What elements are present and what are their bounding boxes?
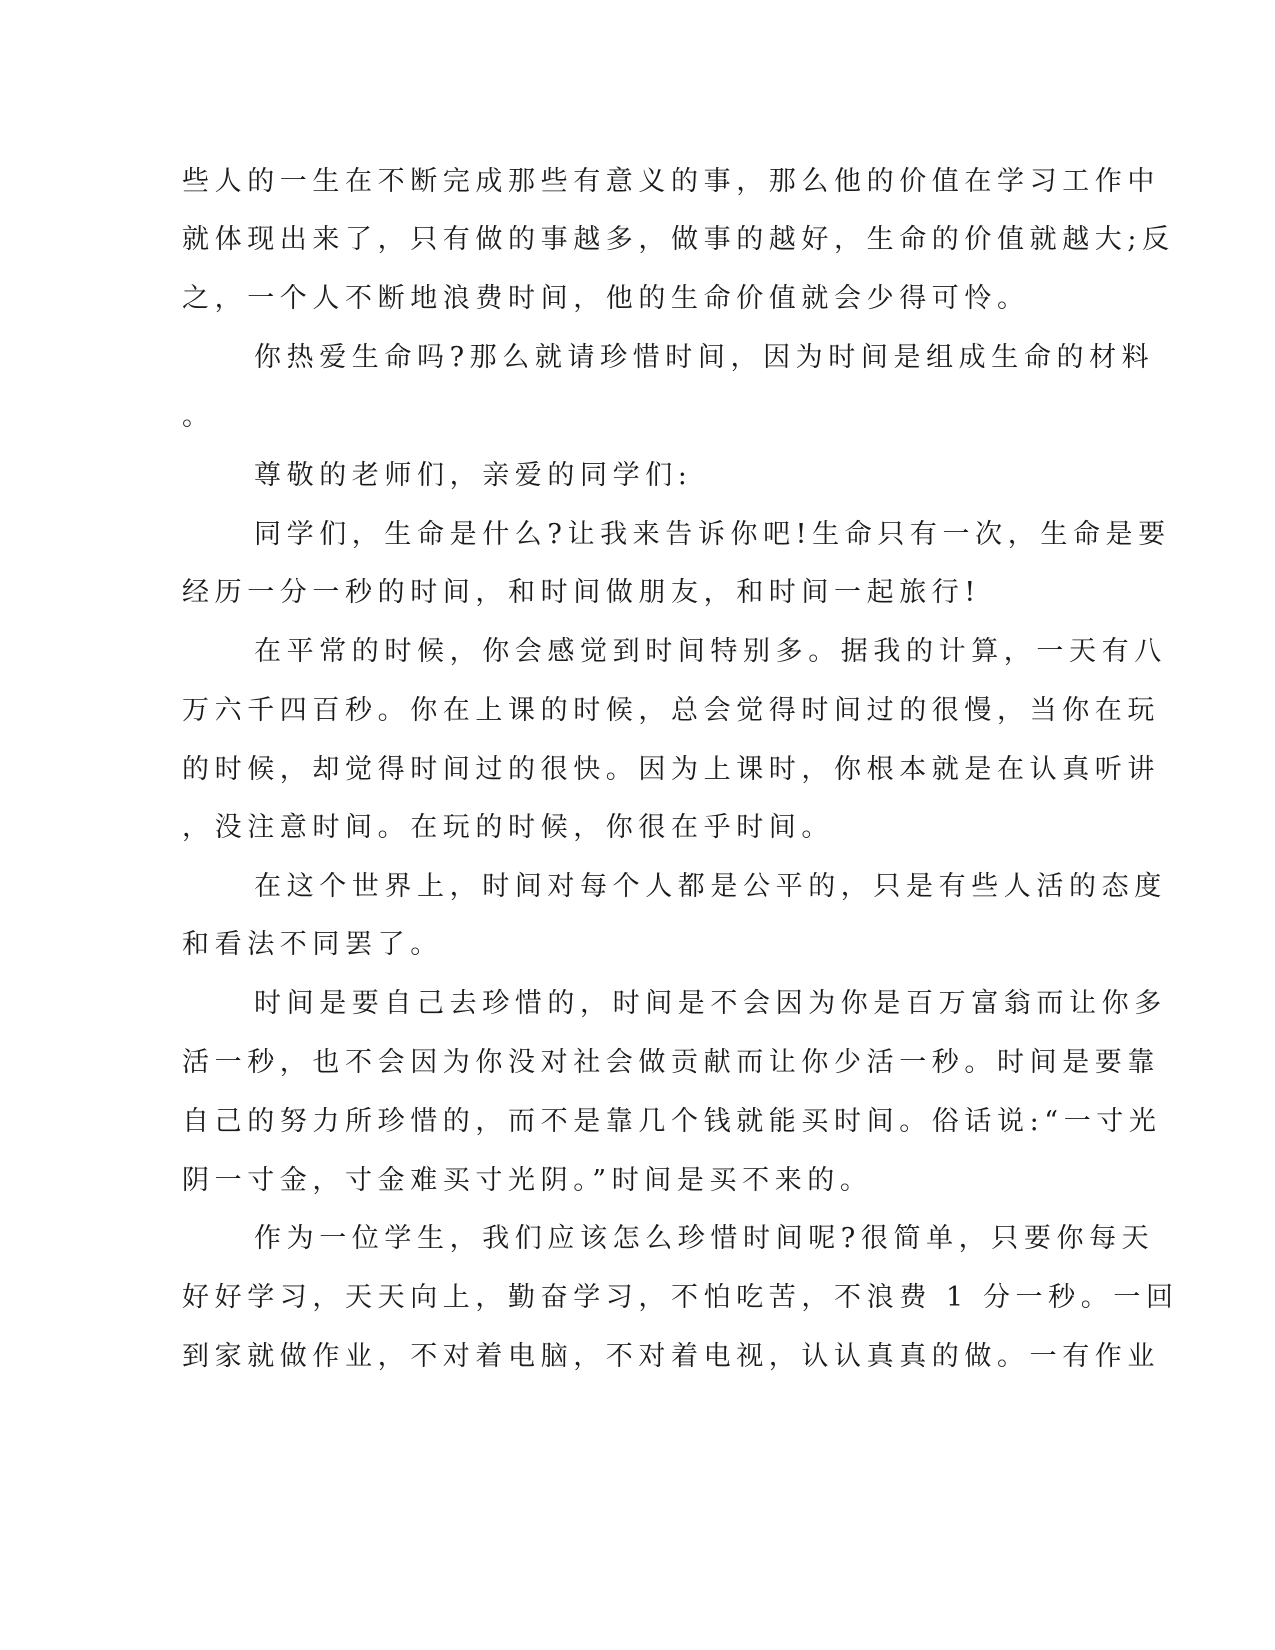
- text-line: 些人的一生在不断完成那些有意义的事，那么他的价值在学习工作中: [182, 166, 1160, 197]
- text-line: 活一秒，也不会因为你没对社会做贡献而让你少活一秒。时间是要靠: [182, 1047, 1160, 1078]
- text-line: 尊敬的老师们，亲爱的同学们:: [254, 460, 693, 491]
- text-line: 就体现出来了，只有做的事越多，做事的越好，生命的价值就越大;反: [182, 224, 1175, 255]
- text-line: 和看法不同罢了。: [182, 929, 443, 960]
- text-line: 到家就做作业，不对着电脑，不对着电视，认认真真的做。一有作业: [182, 1341, 1160, 1372]
- text-line: 经历一分一秒的时间，和时间做朋友，和时间一起旅行!: [182, 577, 981, 608]
- text-line: 。: [182, 401, 215, 432]
- text-line: 你热爱生命吗?那么就请珍惜时间，因为时间是组成生命的材料: [254, 342, 1155, 373]
- text-line: 之，一个人不断地浪费时间，他的生命价值就会少得可怜。: [182, 283, 1030, 314]
- text-line: 作为一位学生，我们应该怎么珍惜时间呢?很简单，只要你每天: [254, 1223, 1155, 1254]
- text-line: 同学们，生命是什么?让我来告诉你吧!生命只有一次，生命是要: [254, 519, 1171, 550]
- text-line: 在平常的时候，你会感觉到时间特别多。据我的计算，一天有八: [254, 636, 1167, 667]
- text-line: 万六千四百秒。你在上课的时候，总会觉得时间过的很慢，当你在玩: [182, 695, 1160, 726]
- text-line: 好好学习，天天向上，勤奋学习，不怕吃苦，不浪费 1 分一秒。一回: [182, 1282, 1179, 1313]
- text-line: 阴一寸金，寸金难买寸光阴。”时间是买不来的。: [182, 1165, 873, 1196]
- text-line: ，没注意时间。在玩的时候，你很在乎时间。: [182, 812, 834, 843]
- text-line: 自己的努力所珍惜的，而不是靠几个钱就能买时间。俗话说:“一寸光: [182, 1106, 1162, 1137]
- text-line: 时间是要自己去珍惜的，时间是不会因为你是百万富翁而让你多: [254, 988, 1167, 1019]
- text-line: 在这个世界上，时间对每个人都是公平的，只是有些人活的态度: [254, 871, 1167, 902]
- text-line: 的时候，却觉得时间过的很快。因为上课时，你根本就是在认真听讲: [182, 754, 1160, 785]
